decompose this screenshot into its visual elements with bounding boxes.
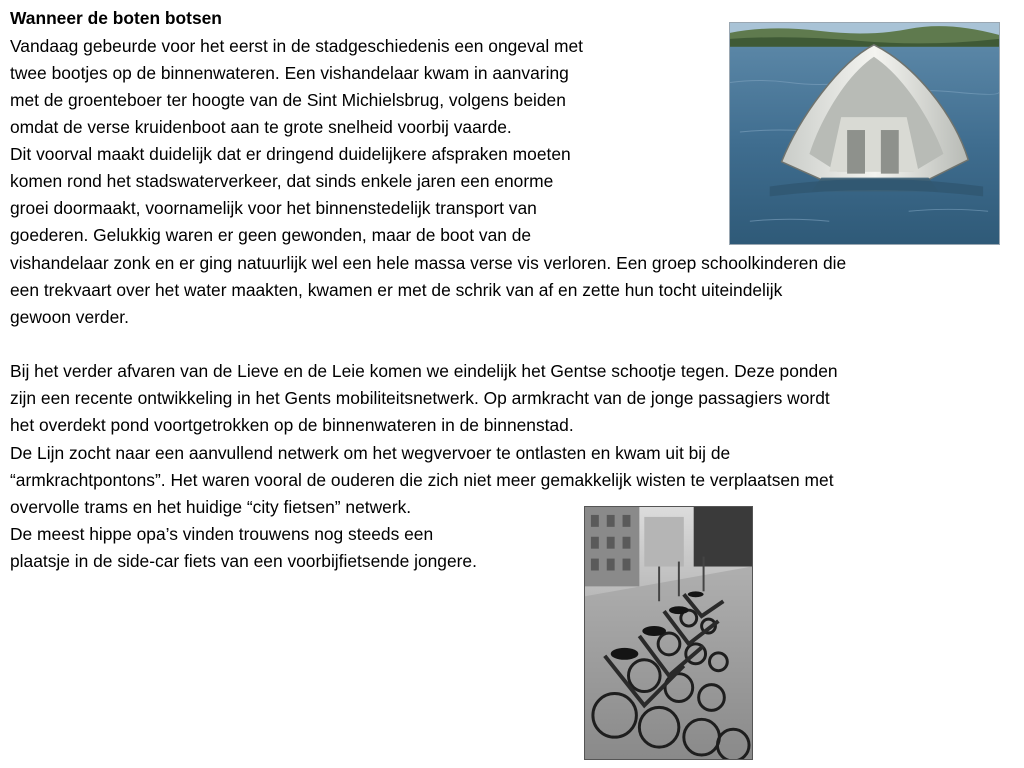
text-line: overvolle trams en het huidige “city fietsen” netwerk. bbox=[10, 497, 412, 517]
article-title: Wanneer de boten botsen bbox=[10, 8, 222, 28]
text-line: een trekvaart over het water maakten, kwamen er met de schrik van af en zette hun tocht uiteindelijk bbox=[10, 280, 783, 300]
text-line: gewoon verder. bbox=[10, 307, 129, 327]
text-line: omdat de verse kruidenboot aan te grote snelheid voorbij vaarde. bbox=[10, 117, 512, 137]
text-line: met de groenteboer ter hoogte van de Sint Michielsbrug, volgens beiden bbox=[10, 90, 566, 110]
city-bikes-photo bbox=[584, 506, 753, 760]
text-line: zijn een recente ontwikkeling in het Gents mobiliteitsnetwerk. Op armkracht van de jonge passagiers wordt bbox=[10, 388, 830, 408]
text-line: De Lijn zocht naar een aanvullend netwerk om het wegvervoer te ontlasten en kwam uit bij de bbox=[10, 443, 731, 463]
text-line: Vandaag gebeurde voor het eerst in de stadgeschiedenis een ongeval met bbox=[10, 36, 584, 56]
text-line: De meest hippe opa’s vinden trouwens nog steeds een bbox=[10, 524, 434, 544]
text-line: komen rond het stadswaterverkeer, dat sinds enkele jaren een enorme bbox=[10, 171, 554, 191]
text-line: goederen. Gelukkig waren er geen gewonden, maar de boot van de bbox=[10, 225, 532, 245]
text-line: groei doormaakt, voornamelijk voor het binnenstedelijk transport van bbox=[10, 198, 537, 218]
text-line: vishandelaar zonk en er ging natuurlijk wel een hele massa verse vis verloren. Een groep schoolkinderen die bbox=[10, 253, 847, 273]
text-line: “armkrachtpontons”. Het waren vooral de ouderen die zich niet meer gemakkelijk wisten te verplaatsen met bbox=[10, 470, 834, 490]
sinking-boat-photo bbox=[729, 22, 1000, 245]
text-line: Bij het verder afvaren van de Lieve en de Leie komen we eindelijk het Gentse schootje tegen. Deze ponden bbox=[10, 361, 838, 381]
text-line: plaatsje in de side-car fiets van een voorbijfietsende jongere. bbox=[10, 551, 477, 571]
text-line: het overdekt pond voortgetrokken op de binnenwateren in de binnenstad. bbox=[10, 415, 574, 435]
text-line: twee bootjes op de binnenwateren. Een vishandelaar kwam in aanvaring bbox=[10, 63, 569, 83]
text-line: Dit voorval maakt duidelijk dat er dringend duidelijkere afspraken moeten bbox=[10, 144, 571, 164]
sinking-boat-image bbox=[730, 23, 999, 244]
city-bikes-image bbox=[585, 507, 752, 759]
